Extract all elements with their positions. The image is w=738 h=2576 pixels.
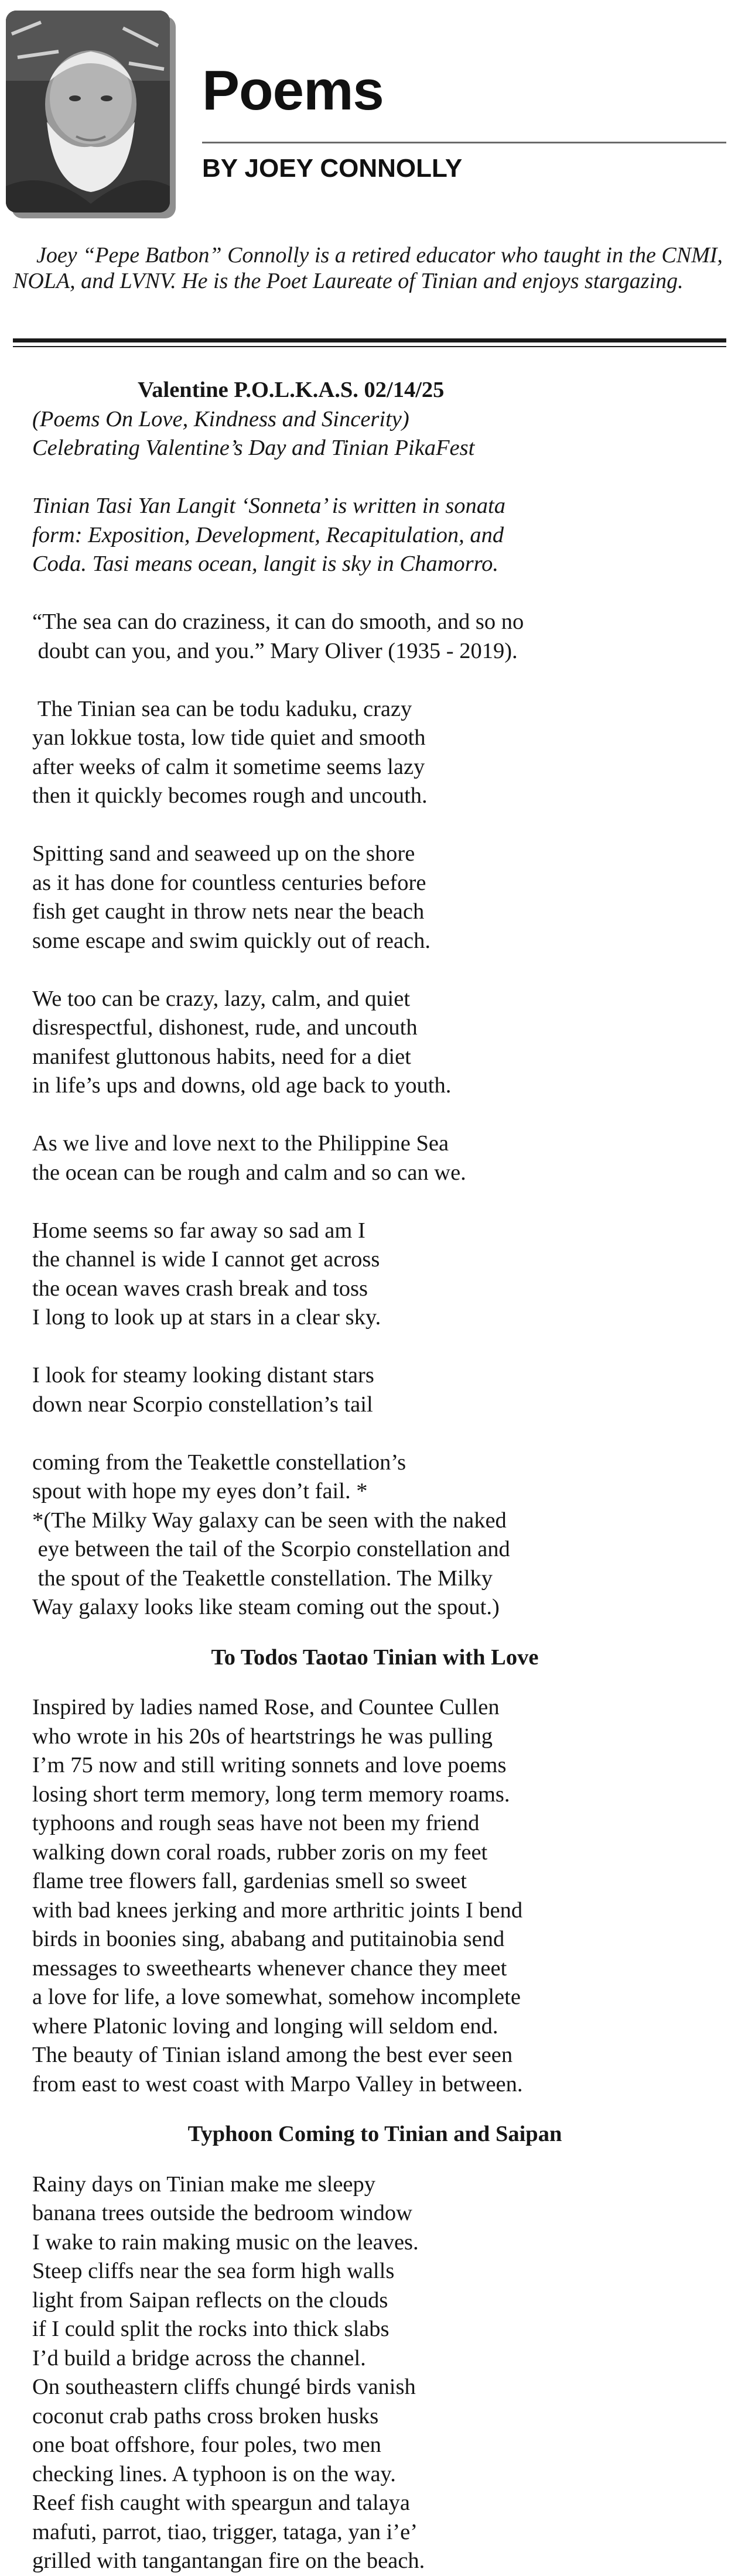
verse-line: light from Saipan reflects on the clouds [32,2287,388,2313]
verse-line: with bad knees jerking and more arthritic joints I bend [32,1897,523,1923]
verse-line: spout with hope my eyes don’t fail. * [32,1479,368,1503]
verse-line: I’m 75 now and still writing sonnets and love poems [32,1753,507,1777]
verse-line: checking lines. A typhoon is on the way. [32,2461,396,2486]
verse-line: losing short term memory, long term memory roams. [32,1782,510,1807]
stanza [32,840,718,955]
verse-line: walking down coral roads, rubber zoris on my feet [32,1839,488,1865]
verse-line: We too can be crazy, lazy, calm, and quiet [32,986,411,1011]
section-divider-thin [13,346,726,347]
stanza [32,985,718,1101]
poem-todos-taotao [32,1643,718,2099]
verse-line: grilled with tangantangan fire on the beach. [32,2548,425,2573]
stanza [32,2170,718,2576]
poem-epigraph [32,608,718,666]
verse-line: I’d build a bridge across the channel. [32,2345,366,2371]
poem-typhoon [32,2120,718,2576]
author-byline: BY JOEY CONNOLLY [202,154,463,183]
verse-line: Home seems so far away so sad am I [32,1218,365,1243]
verse-line: if I could split the rocks into thick slabs [32,2317,390,2341]
verse-line: the channel is wide I cannot get across [32,1247,380,1272]
verse-line: birds in boonies sing, ababang and putitainobia send [32,1927,505,1951]
verse-line: in life’s ups and downs, old age back to youth. [32,1073,452,1098]
stanza [32,1448,718,1622]
poem-subtitle [32,405,718,463]
poems-column [32,376,718,2576]
verse-line: typhoons and rough seas have not been my friend [32,1811,480,1835]
verse-line: down near Scorpio constellation’s tail [32,1392,373,1417]
stanza [32,1361,718,1419]
verse-line: one boat offshore, four poles, two men [32,2433,381,2457]
stanza [32,1217,718,1332]
verse-line: Inspired by ladies named Rose, and Countee Cullen [32,1695,500,1719]
page-title: Poems [202,59,384,122]
column-header [0,0,738,234]
verse-line: As we live and love next to the Philippine Sea [32,1131,449,1156]
verse-line: some escape and swim quickly out of reach. [32,928,430,953]
verse-line: coming from the Teakettle constellation’s [32,1450,406,1475]
verse-line: then it quickly becomes rough and uncouth. [32,783,428,808]
verse-line: as it has done for countless centuries before [32,870,426,895]
note-line: form: Exposition, Development, Recapitulation, and [32,522,504,547]
stanza [32,695,718,811]
verse-line: The beauty of Tinian island among the best ever seen [32,2043,513,2067]
verse-line: The Tinian sea can be todu kaduku, crazy [32,696,412,721]
stanza [32,1129,718,1187]
section-divider-thick [13,338,726,342]
poem-valentine [32,376,718,1622]
verse-line: fish get caught in throw nets near the beach [32,899,425,924]
note-line: Tinian Tasi Yan Langit ‘Sonneta’ is written in sonata [32,494,505,518]
author-photo [6,11,170,213]
verse-line: the ocean waves crash break and toss [32,1276,368,1301]
title-divider [202,142,726,143]
epigraph-line: doubt can you, and you.” Mary Oliver (1935 - 2019). [32,638,518,663]
verse-line: from east to west coast with Marpo Valley in between. [32,2071,523,2097]
verse-line: disrespectful, dishonest, rude, and uncouth [32,1015,418,1040]
verse-line: messages to sweethearts whenever chance they meet [32,1955,507,1981]
author-bio: Joey “Pepe Batbon” Connolly is a retired educator who taught in the CNMI, NOLA, and LVNV. He is the Poet Laureate of Tinian and enjoys stargazing. [13,243,723,293]
verse-line: after weeks of calm it sometime seems lazy [32,754,425,779]
verse-line: manifest gluttonous habits, need for a diet [32,1044,411,1069]
verse-line: banana trees outside the bedroom window [32,2201,412,2225]
footnote-line: Way galaxy looks like steam coming out the spout.) [32,1595,500,1619]
verse-line: I long to look up at stars in a clear sky. [32,1305,381,1330]
note-line: Coda. Tasi means ocean, langit is sky in Chamorro. [32,551,499,576]
epigraph-line: “The sea can do craziness, it can do smooth, and so no [32,609,524,634]
verse-line: On southeastern cliffs chungé birds vanish [32,2375,416,2399]
verse-line: where Platonic loving and longing will seldom end. [32,2013,498,2039]
verse-line: Steep cliffs near the sea form high walls [32,2259,395,2283]
verse-line: the ocean can be rough and calm and so can we. [32,1160,466,1185]
poem-title: Typhoon Coming to Tinian and Saipan [187,2122,562,2146]
poem-title: Valentine P.O.L.K.A.S. 02/14/25 [138,378,445,402]
footnote-line: the spout of the Teakettle constellation. The Milky [32,1566,493,1591]
verse-line: a love for life, a love somewhat, somehow incomplete [32,1985,521,2009]
footnote-line: eye between the tail of the Scorpio constellation and [32,1537,510,1561]
verse-line: Spitting sand and seaweed up on the shore [32,841,415,866]
poem-title: To Todos Taotao Tinian with Love [211,1645,539,1670]
verse-line: Rainy days on Tinian make me sleepy [32,2171,375,2197]
verse-line: I look for steamy looking distant stars [32,1363,374,1388]
verse-line: mafuti, parrot, tiao, trigger, tataga, yan i’e’ [32,2519,418,2544]
subtitle-line: Celebrating Valentine’s Day and Tinian PikaFest [32,436,475,460]
subtitle-line: (Poems On Love, Kindness and Sincerity) [32,406,409,431]
verse-line: who wrote in his 20s of heartstrings he was pulling [32,1724,493,1749]
verse-line: yan lokkue tosta, low tide quiet and smooth [32,725,426,750]
verse-line: I wake to rain making music on the leaves. [32,2229,419,2255]
verse-line: coconut crab paths cross broken husks [32,2403,379,2428]
poem-form-note [32,492,718,579]
footnote-line: *(The Milky Way galaxy can be seen with the naked [32,1508,507,1533]
verse-line: flame tree flowers fall, gardenias smell so sweet [32,1869,467,1893]
stanza [32,1693,718,2099]
verse-line: Reef fish caught with speargun and talaya [32,2491,411,2515]
author-portrait-image [6,11,170,213]
